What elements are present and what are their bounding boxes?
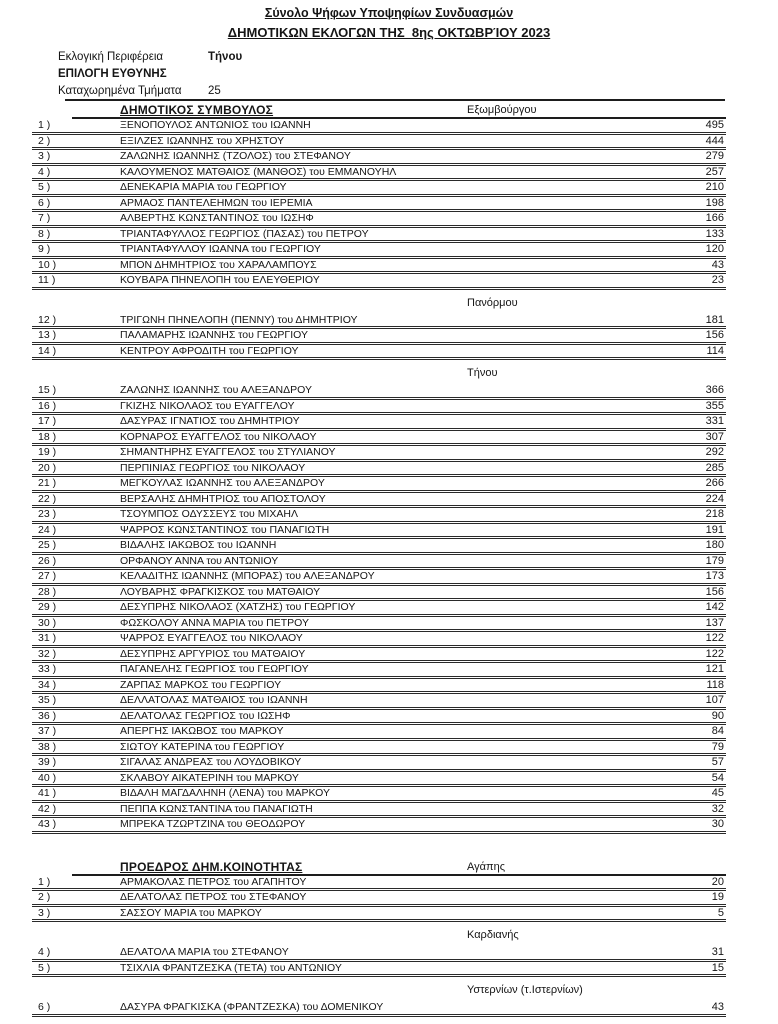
candidate-number: 41 ) [38,787,57,800]
candidate-row [32,181,726,197]
candidate-row [32,946,726,962]
candidate-row [32,539,726,555]
candidate-row [32,345,726,361]
candidate-number: 19 ) [38,446,57,459]
candidate-row [32,570,726,586]
page-title: Σύνολο Ψήφων Υποψηφίων Συνδυασμών [264,6,514,20]
vote-count: 166 [705,212,724,225]
candidate-row [32,741,726,757]
candidate-row [32,803,726,819]
candidate-number: 6 ) [38,1001,51,1014]
candidate-name: ΠΑΓΑΝΕΛΗΣ ΓΕΩΡΓΙΟΣ του ΓΕΩΡΓΙΟΥ [120,663,309,676]
candidate-name: ΣΚΛΑΒΟΥ ΑΙΚΑΤΕΡΙΝΗ του ΜΑΡΚΟΥ [120,771,299,784]
vote-count: 355 [705,399,724,412]
candidate-row [32,694,726,710]
meta-row-choice [58,65,726,82]
candidate-name: ΞΕΝΟΠΟΥΛΟΣ ΑΝΤΩΝΙΟΣ του ΙΩΑΝΝΗ [120,119,311,132]
candidate-row [32,259,726,275]
vote-count: 120 [705,243,724,256]
district-value: Τήνου [208,50,243,63]
candidate-name: ΔΕΛΑΤΟΛΑΣ ΠΕΤΡΟΣ του ΣΤΕΦΑΝΟΥ [120,891,307,904]
candidate-name: ΤΣΙΧΛΙΑ ΦΡΑΝΤΖΕΣΚΑ (ΤΕΤΑ) του ΑΝΤΩΝΙΟΥ [120,961,342,974]
candidate-number: 40 ) [38,771,57,784]
candidate-name: ΤΡΙΑΝΤΑΦΥΛΛΟΣ ΓΕΩΡΓΙΟΣ (ΠΑΣΑΣ) του ΠΕΤΡΟΥ [120,227,369,240]
candidate-row [32,400,726,416]
vote-count: 45 [711,787,724,800]
vote-count: 90 [711,709,724,722]
vote-count: 366 [705,384,724,397]
vote-count: 156 [705,329,724,342]
region-row [32,929,726,943]
candidate-row [32,477,726,493]
candidate-number: 26 ) [38,554,57,567]
candidate-number: 3 ) [38,150,51,163]
vote-count: 156 [705,585,724,598]
candidate-number: 12 ) [38,313,57,326]
candidate-number: 4 ) [38,946,51,959]
candidate-name: ΔΕΝΕΚΑΡΙΑ ΜΑΡΙΑ του ΓΕΩΡΓΙΟΥ [120,181,287,194]
meta-block [58,48,726,99]
vote-count: 331 [705,415,724,428]
candidate-number: 20 ) [38,461,57,474]
candidate-number: 33 ) [38,663,57,676]
section-header [32,101,726,119]
vote-count: 122 [705,632,724,645]
vote-count: 137 [705,616,724,629]
vote-count: 107 [705,694,724,707]
candidate-number: 5 ) [38,961,51,974]
candidate-number: 2 ) [38,891,51,904]
candidate-number: 16 ) [38,399,57,412]
candidate-name: ΕΞΙΛΖΕΣ ΙΩΑΝΝΗΣ του ΧΡΗΣΤΟΥ [120,134,285,147]
candidate-number: 6 ) [38,196,51,209]
candidate-row [32,524,726,540]
candidate-row [32,907,726,923]
vote-count: 279 [705,150,724,163]
candidate-number: 21 ) [38,477,57,490]
candidate-name: ΠΕΠΠΑ ΚΩΝΣΤΑΝΤΙΝΑ του ΠΑΝΑΓΙΩΤΗ [120,802,313,815]
candidate-number: 29 ) [38,601,57,614]
candidate-row [32,384,726,400]
candidate-number: 11 ) [38,274,56,287]
district-label: Εκλογική Περιφέρεια [58,50,164,63]
vote-count: 257 [705,165,724,178]
section-header-region: Εξωμβούργου [467,104,537,116]
candidate-name: ΚΟΡΝΑΡΟΣ ΕΥΑΓΓΕΛΟΣ του ΝΙΚΟΛΑΟΥ [120,430,317,443]
candidate-name: ΛΟΥΒΑΡΗΣ ΦΡΑΓΚΙΣΚΟΣ του ΜΑΤΘΑΙΟΥ [120,585,321,598]
candidate-name: ΔΕΛΑΤΟΛΑΣ ΓΕΩΡΓΙΟΣ του ΙΩΣΗΦ [120,709,291,722]
candidate-row [32,601,726,617]
candidate-name: ΑΡΜΑΚΟΛΑΣ ΠΕΤΡΟΣ του ΑΓΑΠΗΤΟΥ [120,875,307,888]
vote-count: 20 [711,875,724,888]
candidate-row [32,119,726,135]
candidate-row [32,772,726,788]
section-header [32,858,726,876]
candidate-name: ΖΑΛΩΝΗΣ ΙΩΑΝΝΗΣ του ΑΛΕΞΑΝΔΡΟΥ [120,384,312,397]
candidate-number: 4 ) [38,165,51,178]
candidate-number: 5 ) [38,181,51,194]
candidate-name: ΒΙΔΑΛΗ ΜΑΓΔΑΛΗΝΗ (ΛΕΝΑ) του ΜΑΡΚΟΥ [120,787,330,800]
candidate-row [32,787,726,803]
vote-count: 122 [705,647,724,660]
candidate-name: ΔΕΣΥΠΡΗΣ ΝΙΚΟΛΑΟΣ (ΧΑΤΖΗΣ) του ΓΕΩΡΓΙΟΥ [120,601,356,614]
candidate-number: 43 ) [38,818,57,831]
candidate-number: 13 ) [38,329,57,342]
section-2 [32,858,726,1017]
candidate-number: 17 ) [38,415,57,428]
vote-count: 19 [711,891,724,904]
vote-count: 173 [705,570,724,583]
candidate-name: ΒΕΡΣΑΛΗΣ ΔΗΜΗΤΡΙΟΣ του ΑΠΟΣΤΟΛΟΥ [120,492,326,505]
candidate-name: ΓΚΙΖΗΣ ΝΙΚΟΛΑΟΣ του ΕΥΑΓΓΕΛΟΥ [120,399,295,412]
section-title: ΠΡΟΕΔΡΟΣ ΔΗΜ.ΚΟΙΝΟΤΗΤΑΣ [120,859,303,874]
candidate-number: 32 ) [38,647,57,660]
vote-count: 57 [711,756,724,769]
candidate-name: ΨΑΡΡΟΣ ΕΥΑΓΓΕΛΟΣ του ΝΙΚΟΛΑΟΥ [120,632,303,645]
candidate-row [32,314,726,330]
candidate-number: 31 ) [38,632,57,645]
candidate-row [32,962,726,978]
candidate-row [32,632,726,648]
candidate-row [32,725,726,741]
region-row [32,297,726,311]
candidate-name: ΖΑΡΠΑΣ ΜΑΡΚΟΣ του ΓΕΩΡΓΙΟΥ [120,678,282,691]
sections [32,101,726,1017]
candidate-number: 28 ) [38,585,57,598]
candidate-name: ΔΕΣΥΠΡΗΣ ΑΡΓΥΡΙΟΣ του ΜΑΤΘΑΙΟΥ [120,647,306,660]
candidate-row [32,274,726,290]
candidate-number: 18 ) [38,430,57,443]
candidate-number: 2 ) [38,134,51,147]
candidate-name: ΔΑΣΥΡΑΣ ΙΓΝΑΤΙΟΣ του ΔΗΜΗΤΡΙΟΥ [120,415,300,428]
candidate-number: 7 ) [38,212,51,225]
candidate-name: ΚΟΥΒΑΡΑ ΠΗΝΕΛΟΠΗ του ΕΛΕΥΘΕΡΙΟΥ [120,274,320,287]
candidate-row [32,329,726,345]
vote-count: 54 [711,771,724,784]
candidate-name: ΔΕΛΛΑΤΟΛΑΣ ΜΑΤΘΑΙΟΣ του ΙΩΑΝΝΗ [120,694,308,707]
candidate-number: 27 ) [38,570,57,583]
page-subtitle: ΔΗΜΟΤΙΚΩΝ ΕΚΛΟΓΩΝ ΤΗΣ 8ης ΟΚΤΩΒΡΊΟΥ 2023 [227,25,551,40]
vote-count: 118 [706,678,724,691]
candidate-number: 36 ) [38,709,57,722]
vote-count: 180 [705,539,724,552]
candidate-name: ΣΗΜΑΝΤΗΡΗΣ ΕΥΑΓΓΕΛΟΣ του ΣΤΥΛΙΑΝΟΥ [120,446,336,459]
candidate-row [32,663,726,679]
region-label: Πανόρμου [467,296,518,309]
candidate-name: ΔΕΛΑΤΟΛΑ ΜΑΡΙΑ του ΣΤΕΦΑΝΟΥ [120,946,289,959]
candidate-number: 8 ) [38,227,51,240]
report-titles [0,0,778,41]
candidate-number: 37 ) [38,725,57,738]
candidate-row [32,508,726,524]
candidate-row [32,462,726,478]
vote-count: 114 [706,344,724,357]
vote-count: 32 [711,802,724,815]
vote-count: 133 [705,227,724,240]
candidate-name: ΤΡΙΑΝΤΑΦΥΛΛΟΥ ΙΩΑΝΝΑ του ΓΕΩΡΓΙΟΥ [120,243,321,256]
meta-row-registered-sections [58,82,726,99]
candidate-name: ΦΩΣΚΟΛΟΥ ΑΝΝΑ ΜΑΡΙΑ του ΠΕΤΡΟΥ [120,616,310,629]
vote-count: 198 [705,196,724,209]
candidate-name: ΠΑΛΑΜΑΡΗΣ ΙΩΑΝΝΗΣ του ΓΕΩΡΓΙΟΥ [120,329,308,342]
vote-count: 181 [705,313,724,326]
meta-row-district [58,48,726,65]
candidate-row [32,710,726,726]
region-label: Υστερνίων (τ.Ιστερνίων) [467,984,583,996]
candidate-number: 15 ) [38,384,57,397]
candidate-row [32,166,726,182]
candidate-row [32,446,726,462]
vote-count: 307 [705,430,724,443]
candidate-name: ΚΕΛΑΔΙΤΗΣ ΙΩΑΝΝΗΣ (ΜΠΟΡΑΣ) του ΑΛΕΞΑΝΔΡΟΥ [120,570,375,583]
vote-count: 23 [711,274,724,287]
candidate-number: 14 ) [38,344,57,357]
candidate-row [32,415,726,431]
candidate-number: 42 ) [38,802,57,815]
vote-count: 43 [711,258,724,271]
candidate-name: ΠΕΡΠΙΝΙΑΣ ΓΕΩΡΓΙΟΣ του ΝΙΚΟΛΑΟΥ [120,461,306,474]
candidate-name: ΤΡΙΓΩΝΗ ΠΗΝΕΛΟΠΗ (ΠΕΝΝΥ) του ΔΗΜΗΤΡΙΟΥ [120,313,358,326]
content-column [32,48,726,1017]
candidate-row [32,1001,726,1017]
candidate-name: ΜΕΓΚΟΥΛΑΣ ΙΩΑΝΝΗΣ του ΑΛΕΞΑΝΔΡΟΥ [120,477,325,490]
vote-count: 5 [717,906,724,919]
vote-count: 179 [705,554,724,567]
candidate-name: ΚΕΝΤΡΟΥ ΑΦΡΟΔΙΤΗ του ΓΕΩΡΓΙΟΥ [120,344,299,357]
region-label: Τήνου [467,367,498,379]
candidate-row [32,891,726,907]
vote-count: 210 [705,181,724,194]
vote-count: 15 [711,961,724,974]
candidate-name: ΜΠΡΕΚΑ ΤΖΩΡΤΖΙΝΑ του ΘΕΟΔΩΡΟΥ [120,818,306,831]
vote-count: 191 [705,523,724,536]
vote-count: 121 [705,663,724,676]
candidate-number: 24 ) [38,523,57,536]
candidate-name: ΔΑΣΥΡΑ ΦΡΑΓΚΙΣΚΑ (ΦΡΑΝΤΖΕΣΚΑ) του ΔΟΜΕΝΙΚΟΥ [120,1001,384,1014]
section-title: ΔΗΜΟΤΙΚΟΣ ΣΥΜΒΟΥΛΟΣ [120,103,274,117]
vote-count: 31 [711,946,724,959]
candidate-row [32,243,726,259]
choice-label: ΕΠΙΛΟΓΗ ΕΥΘΥΝΗΣ [58,67,167,80]
region-row [32,984,726,998]
candidate-number: 22 ) [38,492,57,505]
section-1 [32,101,726,834]
candidate-number: 38 ) [38,740,57,753]
vote-count: 43 [711,1001,724,1014]
vote-count: 30 [711,818,724,831]
candidate-row [32,876,726,892]
candidate-row [32,555,726,571]
registered-sections-value: 25 [208,84,221,97]
vote-count: 444 [705,134,724,147]
candidate-number: 1 ) [38,875,51,888]
candidate-name: ΣΑΣΣΟΥ ΜΑΡΙΑ του ΜΑΡΚΟΥ [120,906,262,919]
candidate-row [32,228,726,244]
candidate-name: ΖΑΛΩΝΗΣ ΙΩΑΝΝΗΣ (ΤΖΟΛΟΣ) του ΣΤΕΦΑΝΟΥ [120,150,351,163]
vote-count: 495 [705,119,724,132]
candidate-name: ΣΙΓΑΛΑΣ ΑΝΔΡΕΑΣ του ΛΟΥΔΟΒΙΚΟΥ [120,756,302,769]
candidate-name: ΜΠΟΝ ΔΗΜΗΤΡΙΟΣ του ΧΑΡΑΛΑΜΠΟΥΣ [120,258,317,271]
vote-count: 79 [711,740,724,753]
region-label: Καρδιανής [467,929,519,941]
candidate-name: ΨΑΡΡΟΣ ΚΩΝΣΤΑΝΤΙΝΟΣ του ΠΑΝΑΓΙΩΤΗ [120,523,330,536]
candidate-name: ΣΙΩΤΟΥ ΚΑΤΕΡΙΝΑ του ΓΕΩΡΓΙΟΥ [120,740,285,753]
candidate-row [32,212,726,228]
candidate-number: 23 ) [38,508,57,521]
vote-count: 142 [705,601,724,614]
candidate-number: 39 ) [38,756,57,769]
candidate-number: 30 ) [38,616,57,629]
candidate-number: 35 ) [38,694,57,707]
candidate-number: 9 ) [38,243,51,256]
vote-count: 266 [705,477,724,490]
vote-count: 84 [711,725,724,738]
candidate-name: ΚΑΛΟΥΜΕΝΟΣ ΜΑΤΘΑΙΟΣ (ΜΑΝΘΟΣ) του ΕΜΜΑΝΟΥΗΛ [120,165,397,178]
candidate-row [32,648,726,664]
candidate-name: ΟΡΦΑΝΟΥ ΑΝΝΑ του ΑΝΤΩΝΙΟΥ [120,554,279,567]
candidate-row [32,493,726,509]
candidate-number: 25 ) [38,539,57,552]
vote-count: 218 [705,508,724,521]
section-header-region: Αγάπης [467,860,506,873]
candidate-name: ΤΣΟΥΜΠΟΣ ΟΔΥΣΣΕΥΣ του ΜΙΧΑΗΛ [120,508,298,521]
candidate-number: 3 ) [38,906,51,919]
candidate-row [32,679,726,695]
candidate-number: 1 ) [38,119,51,132]
candidate-row [32,617,726,633]
candidate-name: ΑΠΕΡΓΗΣ ΙΑΚΩΒΟΣ του ΜΑΡΚΟΥ [120,725,284,738]
candidate-name: ΑΡΜΑΟΣ ΠΑΝΤΕΛΕΗΜΩΝ του ΙΕΡΕΜΙΑ [120,196,313,209]
registered-sections-label: Καταχωρημένα Τμήματα [58,84,182,97]
candidate-row [32,197,726,213]
candidate-number: 10 ) [38,258,57,271]
vote-count: 224 [705,492,724,505]
candidate-number: 34 ) [38,678,57,691]
candidate-name: ΒΙΔΑΛΗΣ ΙΑΚΩΒΟΣ του ΙΩΑΝΝΗ [120,539,277,552]
candidate-row [32,431,726,447]
vote-count: 292 [705,446,724,459]
vote-count: 285 [705,461,724,474]
candidate-row [32,818,726,834]
candidate-row [32,150,726,166]
region-row [32,367,726,381]
candidate-row [32,586,726,602]
candidate-row [32,135,726,151]
candidate-row [32,756,726,772]
candidate-name: ΑΛΒΕΡΤΗΣ ΚΩΝΣΤΑΝΤΙΝΟΣ του ΙΩΣΗΦ [120,212,314,225]
